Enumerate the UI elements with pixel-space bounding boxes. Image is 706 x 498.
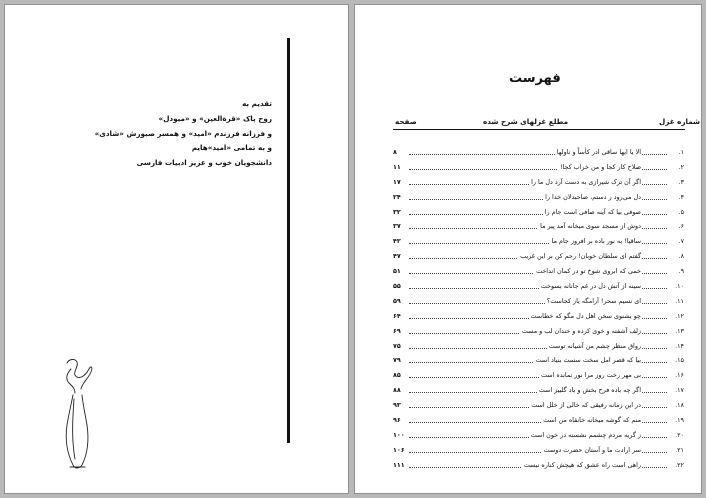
toc-entry[interactable] (393, 160, 685, 175)
entry-page: ۴۷ (393, 252, 401, 261)
entry-page: ۱۱۱ (393, 460, 405, 469)
toc-entry[interactable] (393, 339, 685, 354)
toc-entry[interactable] (393, 413, 685, 428)
toc-list (393, 145, 685, 473)
entry-number: ۲۲. (675, 460, 684, 469)
toc-entry[interactable] (393, 324, 685, 339)
toc-entry[interactable] (393, 205, 685, 220)
entry-number: ۷. (678, 237, 684, 246)
entry-page: ۶۴ (393, 311, 401, 320)
entry-number: ۲۰. (675, 430, 684, 439)
entry-number: ۹. (678, 267, 684, 276)
entry-page: ۶۹ (393, 326, 401, 335)
toc-entry[interactable] (393, 458, 685, 473)
vertical-divider-line (287, 38, 290, 443)
dedication-line: دانشجویان خوب و عزیز ادبیات فارسی (136, 158, 272, 168)
entry-title: ای نسیم سحر! آرامگه یار کجاست؟ (545, 294, 641, 309)
entry-number: ۱۳. (675, 326, 684, 335)
dedication-line: و به تمامی «امید»هایم (191, 143, 272, 153)
entry-page: ۱۱ (393, 162, 401, 171)
toc-entry[interactable] (393, 353, 685, 368)
entry-number: ۱۲. (675, 311, 684, 320)
entry-number: ۱۹. (675, 416, 684, 425)
entry-title: گفتم ای سلطان خوبان! رحم کن بر این غریب (518, 249, 641, 264)
entry-number: ۲. (678, 162, 684, 171)
entry-title: ز گریه مردم چشمم نشسته در خون است (529, 428, 641, 443)
entry-number: ۶. (678, 222, 684, 231)
entry-number: ۱۸. (675, 401, 684, 410)
entry-number: ۱۴. (675, 341, 684, 350)
entry-title: صلاح کار کجا و من خراب کجا! (558, 160, 641, 175)
toc-entry[interactable] (393, 175, 685, 190)
entry-number: ۱۰. (675, 282, 684, 291)
entry-page: ۱۰۰ (393, 430, 405, 439)
entry-number: ۱۶. (675, 371, 684, 380)
vase-icon (55, 355, 100, 475)
entry-page: ۸ (393, 148, 397, 156)
entry-number: ۳. (678, 177, 684, 186)
entry-page: ۹۳ (393, 401, 401, 410)
header-rule (393, 129, 685, 130)
entry-number: ۲۱. (675, 445, 684, 454)
entry-page: ۵۹ (393, 296, 401, 305)
entry-title: منم که گوشه میخانه خانقاه من است (541, 413, 641, 428)
toc-title: فهرست (509, 71, 561, 86)
entry-title: الا یا ایها ساقی ادر کأساً و ناولها (555, 145, 641, 160)
entry-page: ۱۰۶ (393, 445, 405, 454)
entry-page: ۸۵ (393, 371, 401, 380)
entry-title: زلف آشفته و خوی کرده و خندان لب و مست (520, 324, 641, 339)
entry-title: دل می‌رود ز دستم، صاحبدلان خدا را (543, 190, 641, 205)
left-page (5, 5, 348, 493)
entry-number: ۴. (678, 192, 684, 201)
header-number: شماره غزل (659, 117, 701, 126)
toc-entry[interactable] (393, 234, 685, 249)
entry-title: ساقیا! به نور باده بر افروز جام ما (550, 234, 641, 249)
entry-number: ۱۷. (675, 386, 684, 395)
right-page (355, 5, 701, 493)
entry-page: ۳۲ (393, 207, 401, 216)
toc-entry[interactable] (393, 190, 685, 205)
toc-entry[interactable] (393, 264, 685, 279)
entry-page: ۸۸ (393, 386, 401, 395)
entry-title: خمی که ابروی شوخ تو در کمان انداخت (534, 264, 641, 279)
entry-title: چو بشنوی سخن اهل دل مگو که خطاست (529, 309, 642, 324)
dedication (72, 97, 272, 171)
entry-title: بیا که قصر امل سخت سست بنیاد است (534, 353, 641, 368)
entry-number: ۱. (678, 148, 684, 156)
entry-title: اگر چه باده فرح بخش و باد گلبیز است (537, 383, 641, 398)
dedication-line: روح پاک «قرة‌العین» و «میودل» (158, 113, 272, 123)
entry-title: رواق منظر چشم من آشیانه توست (547, 339, 641, 354)
entry-number: ۱۱. (675, 296, 684, 305)
entry-title: دوش از مسجد سوی میخانه آمد پیر ما (538, 219, 641, 234)
entry-page: ۱۷ (393, 177, 401, 186)
entry-title: بی مهر رخت روز مرا نور نمانده است (539, 368, 641, 383)
entry-page: ۳۷ (393, 222, 401, 231)
toc-entry[interactable] (393, 398, 685, 413)
entry-title: سر ارادت ما و آستان حضرت دوست (542, 443, 641, 458)
entry-title: سینه از آتش دل در غم جانانه بسوخت (539, 279, 641, 294)
entry-page: ۹۶ (393, 416, 401, 425)
toc-entry[interactable] (393, 383, 685, 398)
entry-number: ۸. (678, 252, 684, 261)
entry-page: ۲۴ (393, 192, 401, 201)
toc-entry[interactable] (393, 145, 685, 160)
toc-entry[interactable] (393, 309, 685, 324)
toc-entry[interactable] (393, 279, 685, 294)
entry-title: در این زمانه رفیقی که خالی از خلل است (529, 398, 641, 413)
toc-entry[interactable] (393, 219, 685, 234)
toc-entry[interactable] (393, 294, 685, 309)
toc-entry[interactable] (393, 428, 685, 443)
entry-page: ۴۲ (393, 237, 401, 246)
entry-title: راهی است راه عشق که هیچش کناره نیست (522, 458, 641, 473)
toc-entry[interactable] (393, 443, 685, 458)
dedication-line: و فرزانه فرزندم «امید» و همسر صبورش «شادی» (94, 128, 272, 138)
entry-page: ۷۹ (393, 356, 401, 365)
entry-number: ۵. (678, 207, 684, 216)
entry-page: ۷۵ (393, 341, 401, 350)
entry-page: ۵۱ (393, 267, 401, 276)
entry-number: ۱۵. (675, 356, 684, 365)
entry-title: اگر آن ترک شیرازی به دست آرد دل ما را (529, 175, 641, 190)
toc-entry[interactable] (393, 249, 685, 264)
header-title: مطلع غزلهای شرح شده (483, 117, 569, 126)
entry-title: صوفی بیا که آینه صافی است جام را (543, 205, 641, 220)
entry-page: ۵۵ (393, 282, 401, 291)
header-page: صفحه (395, 117, 417, 126)
toc-entry[interactable] (393, 368, 685, 383)
dedication-heading: تقدیم به (242, 99, 272, 108)
